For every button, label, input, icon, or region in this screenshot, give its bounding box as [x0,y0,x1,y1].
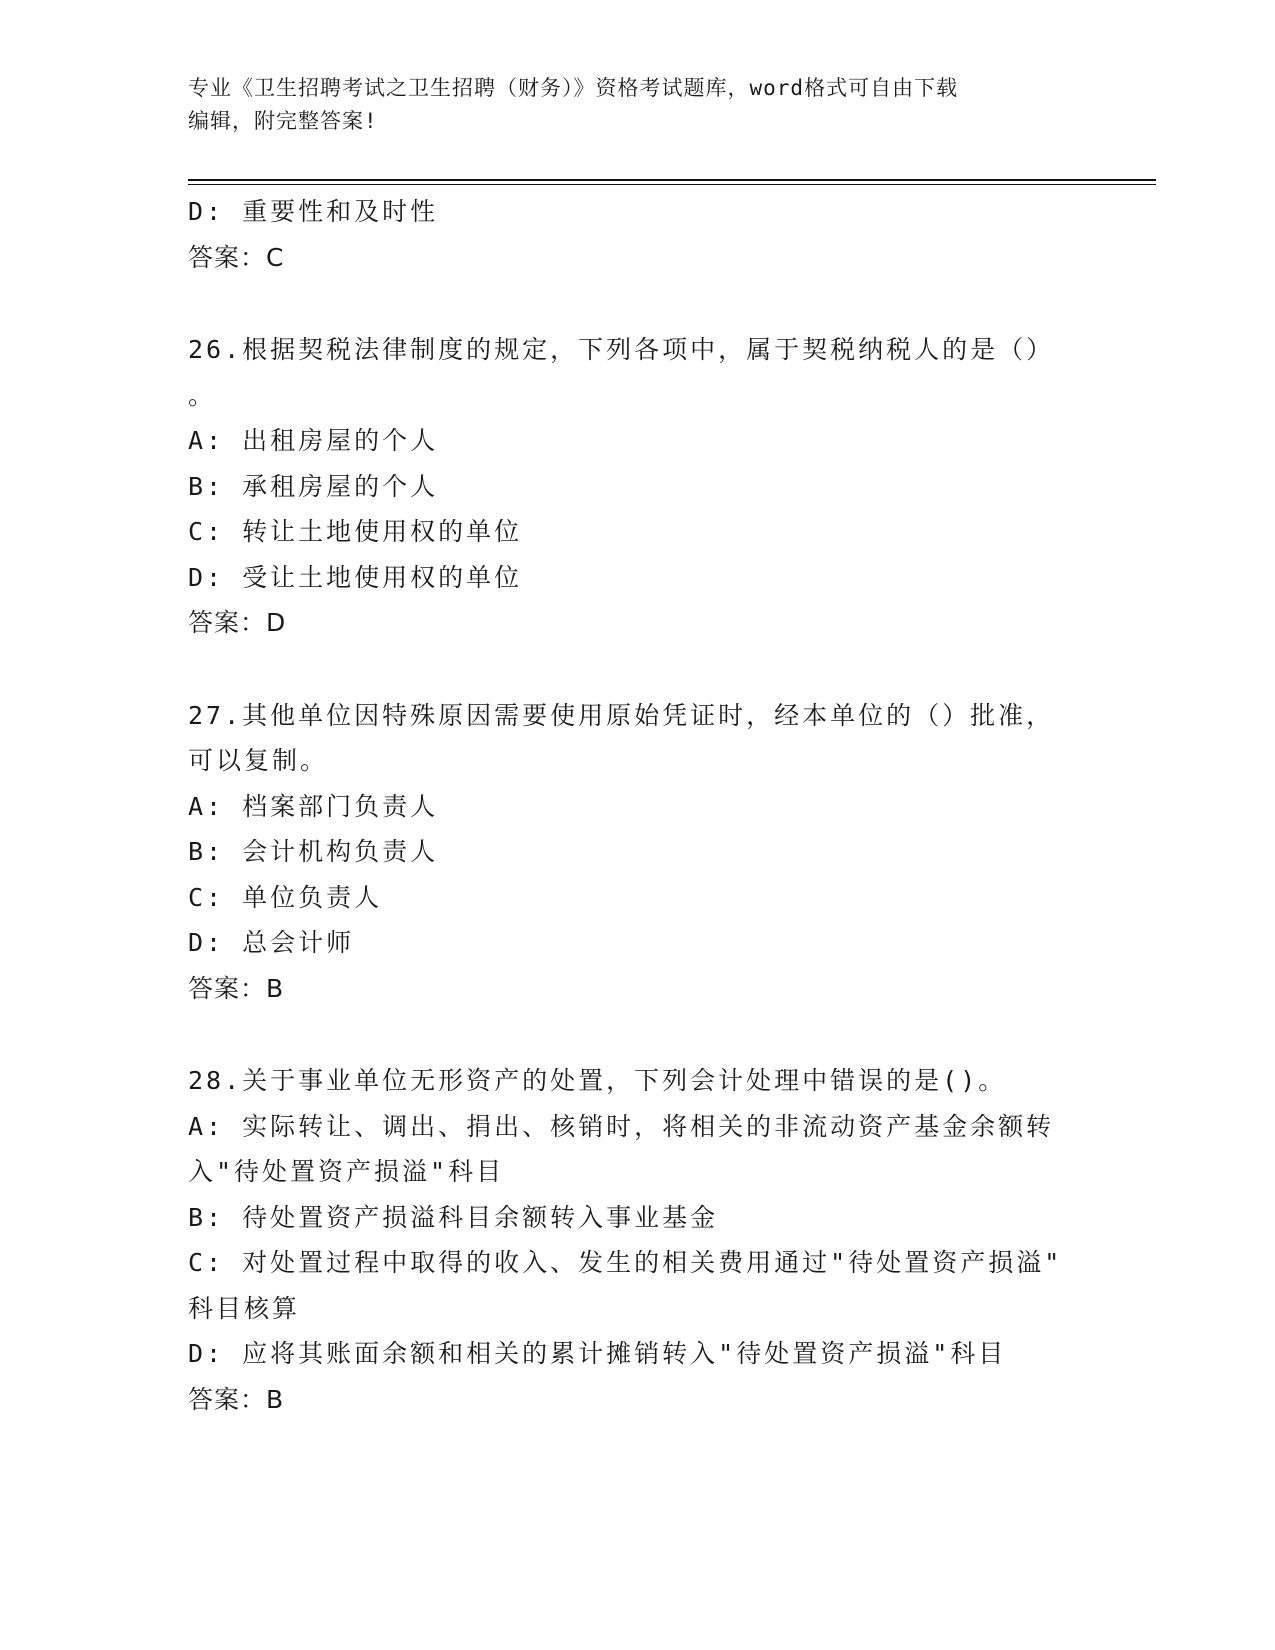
option-b: B: 待处置资产损溢科目余额转入事业基金 [188,1202,719,1232]
question-list [188,189,1088,1422]
question-stem: 28.关于事业单位无形资产的处置，下列会计处理中错误的是()。 [188,1066,1007,1095]
option-c: C: 对处置过程中取得的收入、发生的相关费用通过"待处置资产损溢" [188,1248,1063,1277]
header-divider-thick [188,179,1156,181]
option-c-continued: 科目核算 [188,1293,301,1323]
question-stem-continued: 可以复制。 [188,746,329,775]
spacer [188,1011,1088,1058]
question-26 [188,327,1088,646]
question-27 [188,693,1088,1012]
header-line-2: 编辑，附完整答案! [188,109,378,133]
header-divider-thin [188,184,1156,185]
question-stem: 26.根据契税法律制度的规定，下列各项中，属于契税纳税人的是（） [188,335,1055,364]
spacer [188,280,1088,327]
option-a: A: 档案部门负责人 [188,791,439,821]
option-d: D: 受让土地使用权的单位 [188,562,523,592]
option-a: A: 出租房屋的个人 [188,426,439,455]
option-a: A: 实际转让、调出、捐出、核销时，将相关的非流动资产基金余额转 [188,1111,1055,1141]
question-stem: 27.其他单位因特殊原因需要使用原始凭证时，经本单位的（）批准， [188,700,1055,730]
answer-line: 答案：B [188,1384,285,1414]
option-d: D: 应将其账面余额和相关的累计摊销转入"待处置资产损溢"科目 [188,1339,1007,1368]
document-header [188,72,1088,138]
option-b: B: 会计机构负责人 [188,837,439,866]
spacer [188,646,1088,693]
answer-line: 答案：C [188,242,285,272]
question-28 [188,1058,1088,1422]
option-d: D: 总会计师 [188,928,355,957]
option-c: C: 转让土地使用权的单位 [188,517,523,546]
answer-line: 答案：B [188,973,285,1003]
answer-line: 答案：D [188,608,287,637]
option-d: D: 重要性和及时性 [188,197,439,226]
option-b: B: 承租房屋的个人 [188,471,439,501]
option-a-continued: 入"待处置资产损溢"科目 [188,1157,505,1186]
question-stem-continued: 。 [188,380,217,410]
option-c: C: 单位负责人 [188,882,383,912]
previous-question-tail [188,189,1088,280]
header-line-1: 专业《卫生招聘考试之卫生招聘（财务）》资格考试题库，word格式可自由下载 [188,76,959,100]
